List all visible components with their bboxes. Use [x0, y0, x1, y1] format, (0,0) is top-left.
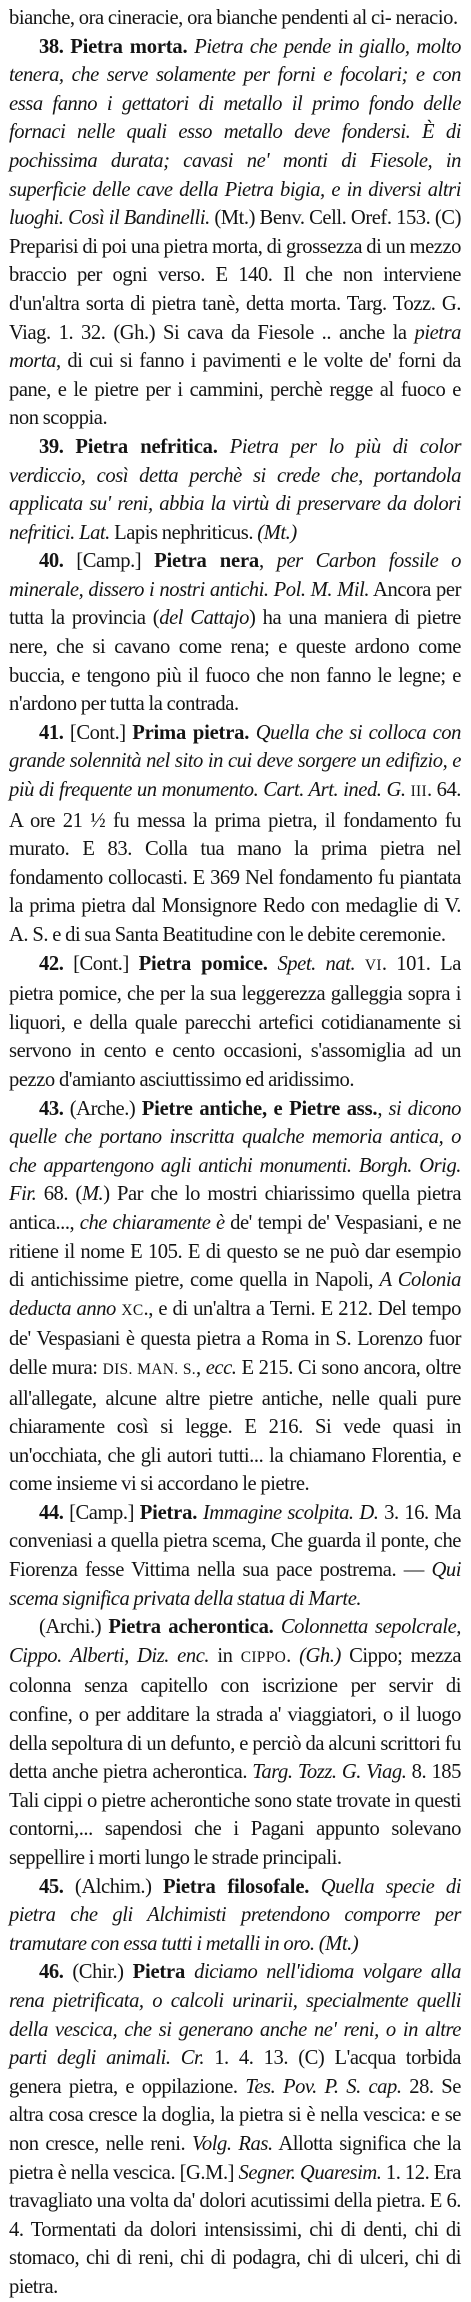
entry-text: in — [209, 1644, 241, 1667]
entry-text: (Alchim.) — [63, 1875, 164, 1898]
entry-text: 8. 185 Tali cippi o pietre acherontiche sono state trovate in questi contorni,... sapendosi che i Pagani appunto solevano seppellire i morti lungo le strade principali. — [9, 1761, 461, 1869]
entry-text: 1. 4. 13. (C) L'acqua torbida genera pietra, e oppilazione. — [9, 2047, 461, 2098]
entry-text: (Archi.) — [39, 1616, 109, 1639]
entry-definition: Qui scema significa privata della statua di Marte. — [9, 1559, 461, 1610]
entry-text: (Arche.) — [63, 1097, 142, 1120]
dictionary-entry — [9, 33, 461, 433]
dictionary-entry — [9, 1499, 461, 1613]
entry-text — [63, 436, 75, 458]
citation-italic: Segner. Quaresim. — [238, 2161, 382, 2184]
entry-text — [355, 953, 365, 975]
entry-text — [274, 1616, 281, 1638]
small-caps-text: XC — [121, 1301, 144, 1319]
entry-text: [Camp.] — [63, 1501, 140, 1524]
entry-text — [268, 953, 278, 975]
entry-text: [Cont.] — [63, 721, 133, 744]
entry-text: . 101. La pietra pomice, che per la sua leggerezza galleggia sopra i liquori, e della quale parecchi artefici cotidianamente si servono in cento e cento occasioni, s'assomiglia ad un pezzo d'amianto asciuttissimo ed aridissimo. — [9, 952, 461, 1091]
citation-italic: D. — [359, 1501, 379, 1524]
entry-text: 1. 12. Era travagliato una volta da' dolori acutissimi della pietra. E 6. 4. Tormentati da dolori intensissimi, chi di denti, chi di stomaco, chi di reni, chi di podagra, chi di ulceri, chi di pietra. — [9, 2161, 461, 2298]
entry-text — [171, 2047, 181, 2069]
citation-italic: A Colonia deducta anno — [9, 1269, 461, 1320]
entry-text: Cippo; mezza colonna senza capitello con iscrizione per servir di confine, o per additare la strada a' viaggiatori, o il luogo della sepoltura di un defunto, e perciò da alcuni scrittori fu detta anche pietra acherontica. — [9, 1644, 462, 1784]
entry-number: 40. — [39, 550, 64, 573]
entry-text — [309, 1876, 321, 1898]
entry-definition: Pietra che pende in giallo, molto tenera, che serve solamente per forni e focolari; e con essa fanno i gettatori di metallo il primo fondo delle fornaci nelle quali esso metallo deve fondersi. È di pochissima durata; cavasi ne' monti di Fiesole, in superficie delle cave della Pietra bigia, e in diversi altri luoghi. Così il Bandinelli. — [9, 35, 461, 230]
entry-definition: Quella che si colloca con grande solennità nel sito in cui deve sorgere un edifizio, e più di frequente un monumento. — [9, 721, 462, 802]
dictionary-entry — [9, 950, 461, 1095]
citation-italic: (Gh.) — [299, 1644, 341, 1667]
citation-italic: pietra morta — [9, 321, 461, 373]
dictionary-entry — [9, 1958, 461, 2301]
citation-italic: Alberti, Diz. enc. — [70, 1644, 210, 1667]
entry-text: . — [286, 1644, 300, 1667]
citation-italic: Cr. — [180, 2047, 205, 2070]
entry-text — [352, 1155, 359, 1177]
small-caps-text: VI — [364, 956, 382, 974]
entry-definition: diciamo nell'idioma volgare alla rena pietrificata, o calcoli urinarii, specialmente quelli della vescica, che si generano anche ne' reni, o in altre parti degli animali. — [9, 1961, 461, 2070]
entry-text: 28. Se altra cosa cresce la doglia, la pietra si è nella vescica: e se non cresce, nelle reni. — [9, 2075, 461, 2155]
entry-number: 39. — [39, 435, 64, 458]
entry-headword: Pietra — [132, 1961, 186, 1984]
entry-text: ) ha una maniera di pietre nere, che si cavano come rena; e queste ardono come buccia, e tengono più il fuoco che non fanno le legne; e n'ardono per tutta la contrada. — [9, 607, 462, 716]
entry-text: 3. 16. Ma conveniasi a quella pietra scema, Che guarda il ponte, che Fiorenza fesse Vittima nella sua pace postrema. — — [9, 1501, 461, 1582]
entry-text: bianche, ora cineracie, ora bianche pendenti al ci- neracio. — [9, 7, 458, 29]
entry-text: (Chir.) — [63, 1961, 133, 1984]
citation-italic: ecc. — [205, 1356, 237, 1379]
entry-definition: per Carbon fossile o minerale, dissero i nostri antichi. — [9, 550, 461, 601]
entry-text: Lapis nephriticus. — [109, 521, 258, 544]
entry-number: 45. — [39, 1875, 64, 1898]
small-caps-text: CIPPO — [240, 1648, 287, 1666]
dictionary-entry — [9, 1873, 461, 1959]
entry-headword: Pietre antiche, e Pietre ass. — [141, 1097, 378, 1120]
entry-definition: Pietra per lo più di color verdiccio, così detta perchè si crede che, portandola applicata su' reni, abbia la virtù di preservare da dolori nefritici. — [9, 435, 462, 544]
entry-text: Ancora per tutta la provincia ( — [9, 578, 461, 630]
entry-text: , — [195, 1356, 206, 1379]
entry-text: de' tempi de' Vespasiani, e ne ritiene il nome E 105. E di questo se ne può dar esempio di antichissime pietre, come quella in Napoli, — [9, 1211, 461, 1292]
entry-number: 43. — [39, 1097, 64, 1120]
entry-text: E 215. Ci sono ancora, oltre all'allegate, alcune altre pietre antiche, nelle quali pure chiaramente così si legge. E 216. Si vede quasi in un'occhiata, che gli autori tutti... la chiamano Florentia, e come insieme vi si accordano le pietre. — [9, 1356, 461, 1496]
entry-definition: si dicono quelle che portano inscritta qualche memoria antica, o che appartengono agli antichi monumenti. — [9, 1097, 461, 1177]
entry-text: , — [377, 1097, 389, 1120]
entry-text: , — [259, 550, 277, 573]
entry-number: 41. — [39, 721, 64, 744]
small-caps-text: III — [410, 783, 427, 801]
entry-text — [185, 1961, 194, 1983]
citation-italic: che chiaramente è — [79, 1211, 225, 1234]
entry-number: 46. — [39, 1961, 64, 1984]
entry-definition: Quella specie di pietra che gli Alchimisti pretendono comporre per tramutare con essa tutti i metalli in oro. — [9, 1875, 462, 1955]
entry-text — [218, 436, 230, 458]
citation-italic: Pol. M. Mil. — [273, 578, 370, 601]
entry-text: ) Par che lo mostri chiarissimo quella pietra antica..., — [9, 1183, 462, 1234]
dictionary-entry — [9, 547, 461, 719]
entry-headword: Pietra morta. — [70, 35, 188, 58]
entry-headword: Pietra acherontica. — [108, 1616, 274, 1639]
entry-number: 42. — [39, 952, 64, 975]
entry-headword: Pietra filosofale. — [163, 1875, 310, 1898]
entry-number: 38. — [39, 35, 64, 58]
entry-text — [62, 1645, 70, 1667]
entry-text: , di cui si fanno i pavimenti e le volte de' forni da pane, e le pietre per i cammini, perchè regge al fuoco e non scoppia. — [9, 350, 461, 430]
entry-text: (Mt.) Benv. Cell. Oref. 153. (C) Preparisi di poi una pietra morta, di grossezza di un mezzo braccio per ogni verso. E 140. Il che non interviene d'un'altra sorta di pietra tanè, detta morta. Targ. Tozz. G. Viag. 1. 32. (Gh.) Si cava da Fiesole .. anche la — [9, 207, 461, 344]
entry-text: ., e di un'altra a Terni. E 212. Del tempo de' Vespasiani è questa pietra a Roma in S. Lorenzo fuor delle mura: — [9, 1297, 461, 1379]
entry-headword: Pietra. — [139, 1501, 198, 1524]
citation-italic: Borgh. Orig. Fir. — [9, 1154, 461, 1206]
entry-number: 44. — [39, 1501, 64, 1524]
dictionary-entry — [9, 1613, 461, 1872]
dictionary-entry — [9, 433, 461, 547]
entry-definition: Immagine scolpita. — [202, 1501, 354, 1524]
entry-continuation — [9, 4, 461, 33]
citation-italic: Spet. nat. — [277, 952, 356, 975]
entry-headword: Pietra nefritica. — [75, 435, 218, 458]
dictionary-entry — [9, 719, 461, 950]
citation-italic: Volg. Ras. — [192, 2132, 273, 2155]
entry-text: 68. ( — [36, 1183, 82, 1206]
small-caps-text: DIS. MAN. S. — [102, 1360, 196, 1378]
citation-italic: Tes. Pov. P. S. cap. — [245, 2075, 402, 2098]
entry-text: Allotta significa che la pietra è nella vescica. [G.M.] — [9, 2132, 461, 2184]
entry-text: . 64. A ore 21 ½ fu messa la prima pietra, il fondamento fu murato. E 83. Colla tua mano la prima pietra nel fondamento collocasti. E 369 Nel fondamento fu piantata la prima pietra dal Monsignore Redo con medaglie di V. A. S. e di sua Santa Beatitudine con le debite ceremonie. — [9, 779, 462, 946]
citation-italic: (Mt.) — [257, 521, 297, 544]
dictionary-entry — [9, 1095, 461, 1499]
entry-text: [Camp.] — [63, 550, 155, 573]
citation-italic: Lat. — [79, 521, 110, 544]
citation-italic: Cart. Art. ined. G. — [263, 779, 406, 802]
entry-headword: Pietra pomice. — [138, 952, 268, 975]
entry-text: [Cont.] — [63, 952, 139, 975]
citation-italic: del Cattajo — [159, 607, 249, 630]
entry-definition: Colonnetta sepolcrale, Cippo. — [9, 1616, 461, 1667]
entry-headword: Prima pietra. — [132, 721, 250, 744]
citation-italic: (Mt.) — [318, 1932, 359, 1955]
entry-headword: Pietra nera — [154, 550, 260, 573]
citation-italic: M. — [81, 1183, 104, 1206]
citation-italic: Targ. Tozz. G. Viag. — [252, 1761, 407, 1784]
